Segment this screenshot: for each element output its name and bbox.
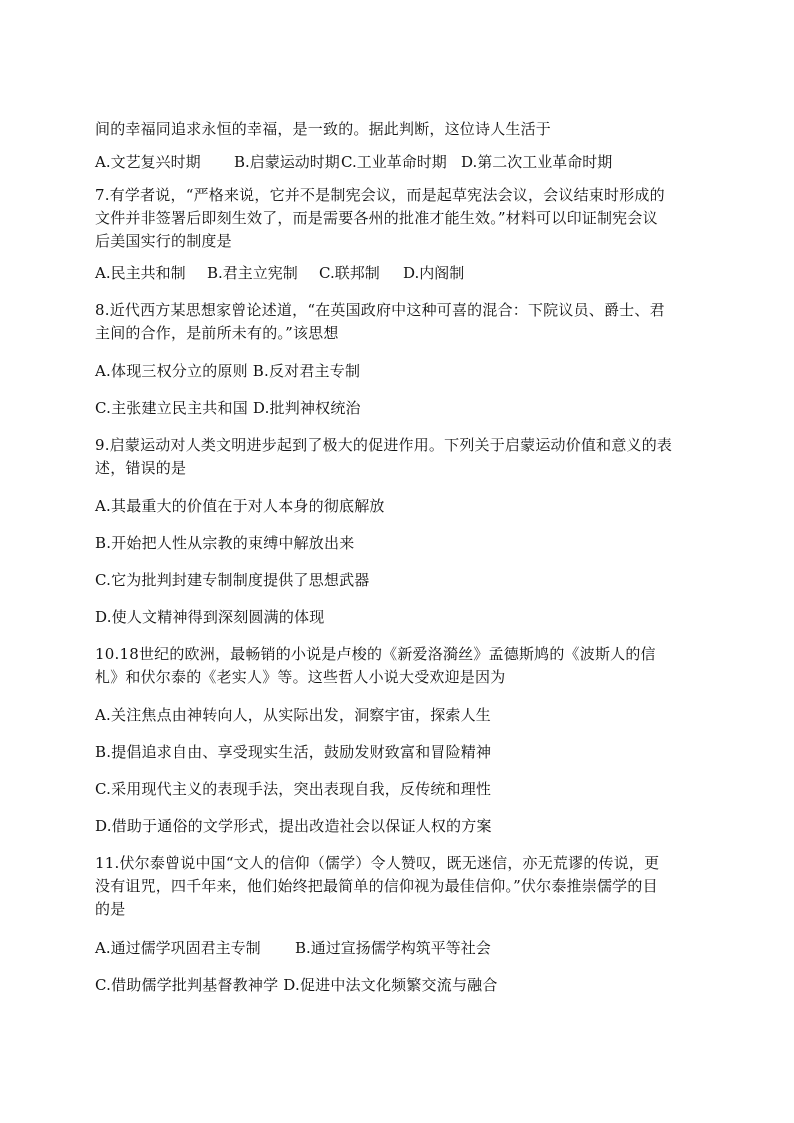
q9-option-c: C.它为批判封建专制制度提供了思想武器 [95, 571, 370, 589]
q11-stem-line-2: 没有诅咒，四千年来，他们始终把最简单的信仰视为最佳信仰。”伏尔泰推崇儒学的目 [95, 877, 658, 895]
q11-option-b: B.通过宣扬儒学构筑平等社会 [295, 939, 491, 957]
q10-option-d: D.借助于通俗的文学形式，提出改造社会以保证人权的方案 [95, 817, 492, 835]
q7-stem-line-1: 7.有学者说，“严格来说，它并不是制宪会议，而是起草宪法会议，会议结束时形成的 [95, 186, 665, 204]
q8-stem-line-2: 主间的合作，是前所未有的。”该思想 [95, 324, 339, 342]
q10-option-b: B.提倡追求自由、享受现实生活，鼓励发财致富和冒险精神 [95, 743, 492, 761]
q6-option-c: C.工业革命时期 [341, 153, 447, 171]
q7-option-b: B.君主立宪制 [207, 264, 298, 282]
q11-options-row-1 [95, 940, 705, 957]
q10-option-c: C.采用现代主义的表现手法，突出表现自我，反传统和理性 [95, 780, 492, 798]
q6-option-d: D.第二次工业革命时期 [461, 153, 613, 171]
q8-options-row-1: A.体现三权分立的原则 B.反对君主专制 [95, 362, 361, 380]
q11-stem-line-1: 11.伏尔泰曾说中国“文人的信仰（儒学）令人赞叹，既无迷信，亦无荒谬的传说，更 [95, 854, 660, 872]
q10-stem-line-2: 札》和伏尔泰的《老实人》等。这些哲人小说大受欢迎是因为 [95, 668, 506, 686]
q7-option-a: A.民主共和制 [95, 264, 186, 282]
q9-stem-line-2: 述，错误的是 [95, 459, 187, 477]
q7-stem-line-2: 文件并非签署后即刻生效了，而是需要各州的批准才能生效。”材料可以印证制宪会议 [95, 209, 658, 227]
q7-options [95, 265, 705, 282]
q10-option-a: A.关注焦点由神转向人，从实际出发，洞察宇宙，探索人生 [95, 706, 492, 724]
q9-stem-line-1: 9.启蒙运动对人类文明进步起到了极大的促进作用。下列关于启蒙运动价值和意义的表 [95, 436, 673, 454]
q7-option-c: C.联邦制 [319, 264, 380, 282]
q11-options-row-2: C.借助儒学批判基督教神学 D.促进中法文化频繁交流与融合 [95, 976, 498, 994]
q10-stem-line-1: 10.18世纪的欧洲，最畅销的小说是卢梭的《新爱洛漪丝》孟德斯鸠的《波斯人的信 [95, 645, 656, 663]
q6-stem: 间的幸福同追求永恒的幸福，是一致的。据此判断，这位诗人生活于 [95, 120, 552, 138]
q7-option-d: D.内阁制 [403, 264, 465, 282]
q9-option-d: D.使人文精神得到深刻圆满的体现 [95, 608, 325, 626]
q7-stem-line-3: 后美国实行的制度是 [95, 232, 232, 250]
q8-stem-line-1: 8.近代西方某思想家曾论述道，“在英国政府中这种可喜的混合：下院议员、爵士、君 [95, 301, 665, 319]
q11-stem-line-3: 的是 [95, 900, 126, 918]
q6-option-b: B.启蒙运动时期 [234, 153, 340, 171]
q8-options-row-2: C.主张建立民主共和国 D.批判神权统治 [95, 399, 361, 417]
q6-options [95, 154, 705, 171]
q9-option-a: A.其最重大的价值在于对人本身的彻底解放 [95, 497, 385, 515]
q6-option-a: A.文艺复兴时期 [95, 153, 201, 171]
q9-option-b: B.开始把人性从宗教的束缚中解放出来 [95, 534, 355, 552]
q11-option-a: A.通过儒学巩固君主专制 [95, 939, 261, 957]
